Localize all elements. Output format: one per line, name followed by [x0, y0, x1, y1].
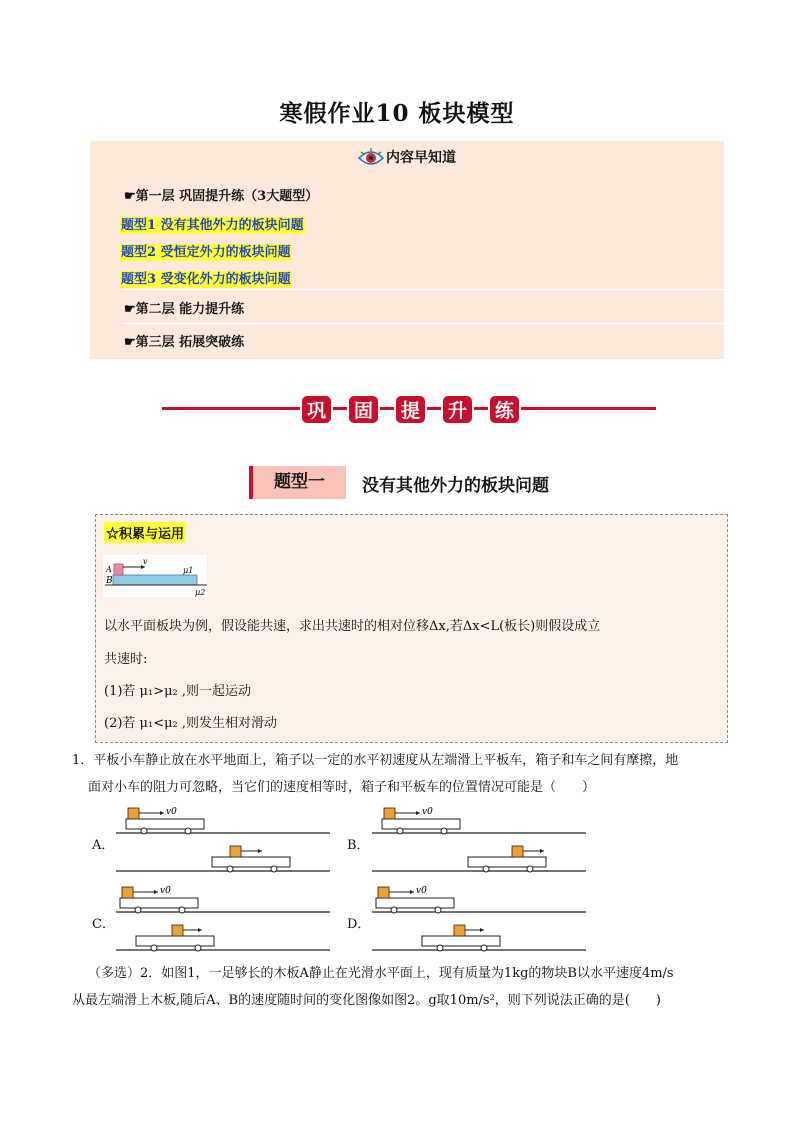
- figure-label-mu1: μ1: [183, 566, 194, 575]
- overview-layer1: ☛第一层 巩固提升练（3大题型）: [124, 189, 319, 204]
- question-2-line-2: 从最左端滑上木板,随后A、B的速度随时间的变化图像如图2。g取10m/s²，则下列说法正确的是( ): [72, 993, 661, 1008]
- overview-heading-text: 内容早知道: [386, 150, 456, 166]
- divider: [122, 323, 724, 324]
- option-d-label[interactable]: D．: [347, 917, 371, 932]
- option-a-label[interactable]: A．: [92, 838, 115, 853]
- figure-label-b: B: [106, 576, 113, 586]
- option-c-figure[interactable]: [116, 882, 330, 956]
- v0-label: v0: [416, 886, 427, 896]
- v0-label: v0: [166, 807, 177, 817]
- note-label: ☆积累与运用: [104, 522, 186, 543]
- figure-label-mu2: μ2: [195, 588, 206, 597]
- overview-layer3: ☛第三层 拓展突破练: [124, 335, 245, 350]
- overview-heading: [90, 147, 724, 168]
- note-line-2: 共速时:: [104, 652, 148, 667]
- overview-box: [90, 141, 724, 359]
- block-board-figure: [103, 555, 207, 597]
- banner-char: 练: [488, 394, 521, 425]
- overview-type-3[interactable]: 题型3 受变化外力的板块问题: [121, 272, 291, 287]
- note-line-3: (1)若 μ₁>μ₂ ,则一起运动: [104, 684, 252, 699]
- figure-label-v: v: [143, 557, 148, 566]
- v0-label: v0: [160, 886, 171, 896]
- banner-char: 巩: [300, 394, 333, 425]
- overview-type-1[interactable]: 题型1 没有其他外力的板块问题: [121, 218, 304, 233]
- figure-label-a: A: [106, 565, 112, 574]
- note-line-1: 以水平面板块为例，假设能共速，求出共速时的相对位移Δx,若Δx<L(板长)则假设成立: [104, 619, 601, 634]
- type-tag: 题型一: [249, 466, 346, 499]
- question-1-line-1: 1．平板小车静止放在水平地面上，箱子以一定的水平初速度从左端滑上平板车，箱子和车之间有摩擦，地: [72, 753, 679, 768]
- overview-type-2[interactable]: 题型2 受恒定外力的板块问题: [121, 245, 291, 260]
- overview-layer2: ☛第二层 能力提升练: [124, 302, 245, 317]
- page-title: 寒假作业10 板块模型: [279, 100, 515, 127]
- type-title: 没有其他外力的板块问题: [362, 476, 549, 496]
- option-b-figure[interactable]: [372, 803, 586, 877]
- option-d-figure[interactable]: [372, 882, 586, 956]
- option-b-label[interactable]: B．: [347, 838, 370, 853]
- banner-char: 提: [394, 394, 427, 425]
- banner-char: 升: [441, 394, 474, 425]
- v0-label: v0: [422, 807, 433, 817]
- question-2-line-1: （多选）2．如图1，一足够长的木板A静止在光滑水平面上，现有质量为1kg的物块B以水平速度4m/s: [88, 966, 674, 981]
- note-box: [95, 514, 728, 743]
- banner-char: 固: [347, 394, 380, 425]
- option-c-label[interactable]: C．: [92, 917, 115, 932]
- note-line-4: (2)若 μ₁<μ₂ ,则发生相对滑动: [104, 716, 278, 731]
- divider: [122, 289, 724, 290]
- question-1-line-2: 面对小车的阻力可忽略，当它们的速度相等时，箱子和平板车的位置情况可能是（ ）: [88, 780, 596, 795]
- eye-icon: [358, 148, 384, 168]
- option-a-figure[interactable]: [116, 803, 330, 877]
